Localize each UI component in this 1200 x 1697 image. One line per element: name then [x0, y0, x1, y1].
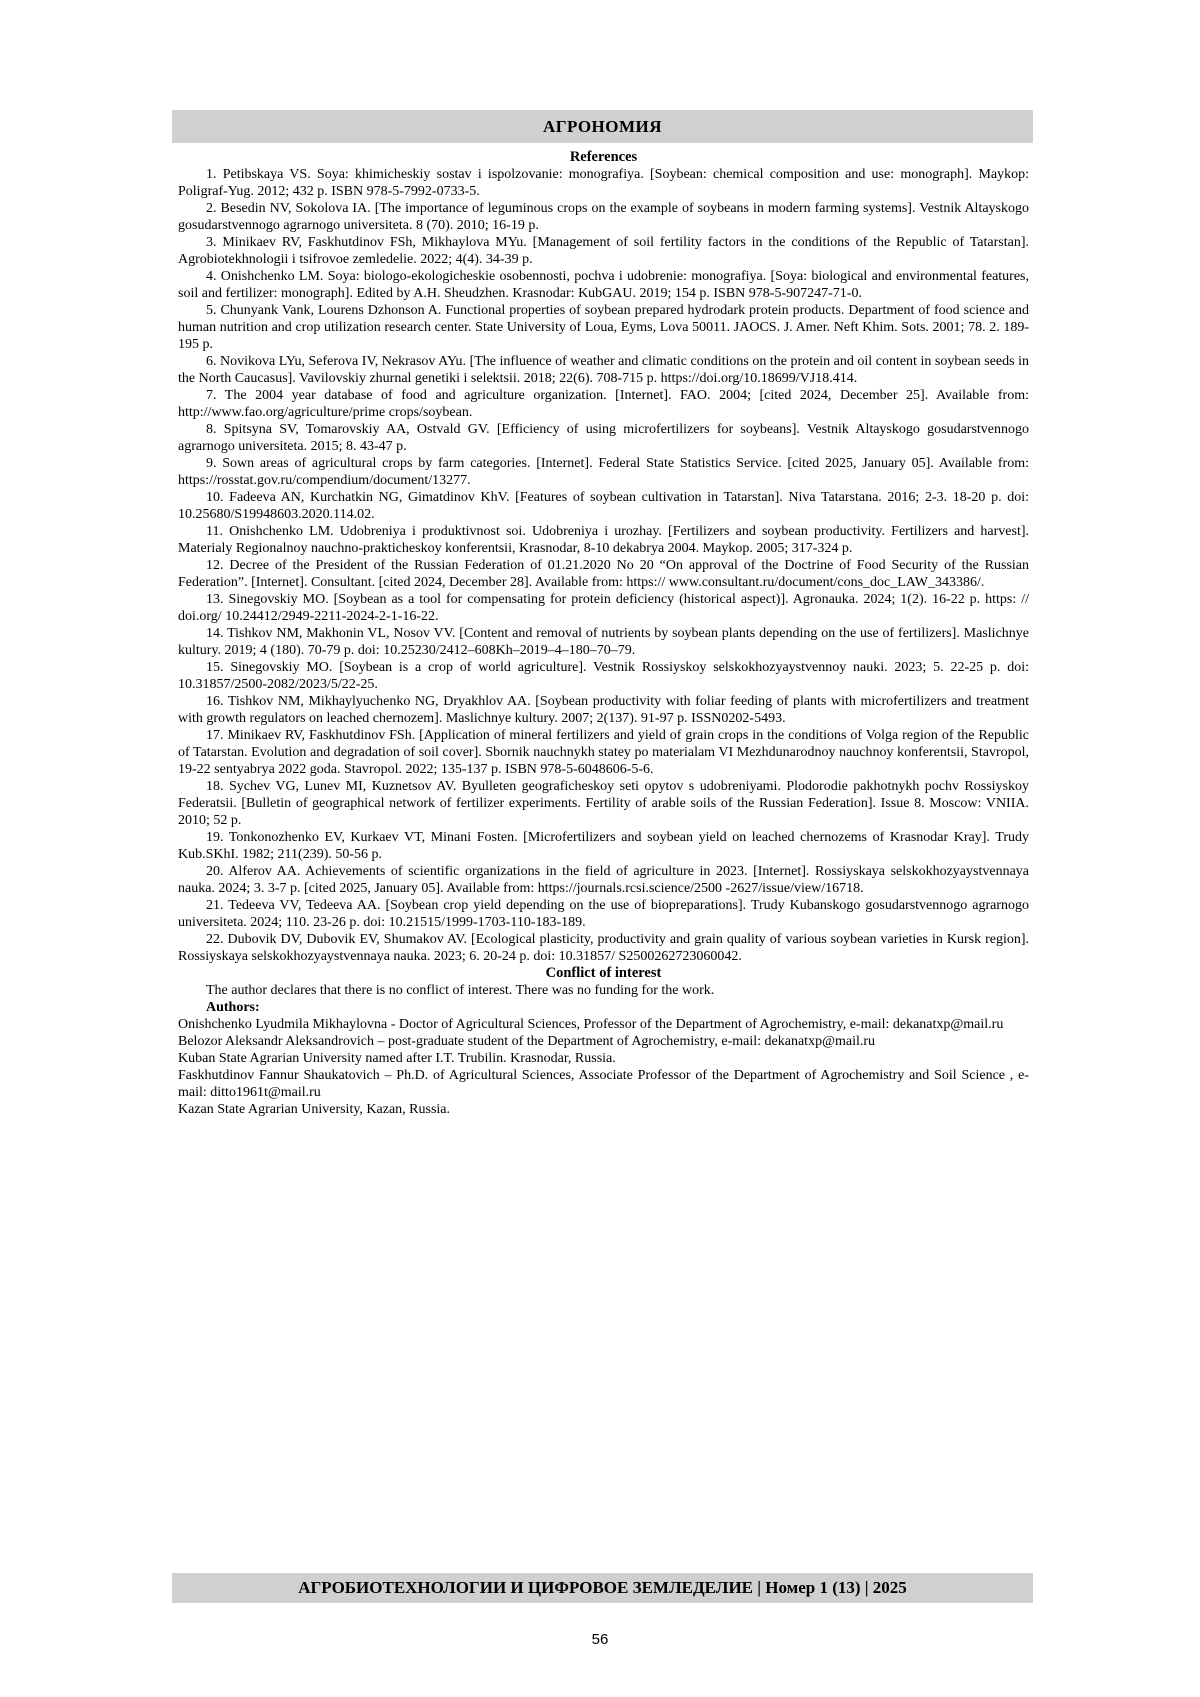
reference-number: 8. — [206, 422, 217, 437]
reference-number: 4. — [206, 269, 217, 284]
authors-label: Authors: — [206, 1000, 260, 1015]
reference-number: 10. — [206, 490, 224, 505]
reference-number: 3. — [206, 235, 217, 250]
reference-item — [178, 727, 1029, 778]
author-line: Faskhutdinov Fannur Shaukatovich – Ph.D. of Agricultural Sciences, Associate Professor of the Department of Agrochemistry and Soil Science , e-mail: ditto1961t@mail.ru — [178, 1068, 1029, 1100]
reference-item — [178, 268, 1029, 302]
reference-number: 15. — [206, 660, 224, 675]
reference-list — [178, 166, 1029, 965]
reference-number: 13. — [206, 592, 224, 607]
reference-text: Spitsyna SV, Tomarovskiy AA, Ostvald GV. [Efficiency of using microfertilizers for soybeans]. Vestnik Altayskogo gosudarstvennogo agrarnogo universiteta. 2015; 8. 43-47 p. — [178, 422, 1030, 454]
conflict-statement: The author declares that there is no conflict of interest. There was no funding for the work. — [206, 983, 715, 998]
reference-number: 12. — [206, 558, 224, 573]
reference-number: 22. — [206, 932, 224, 947]
reference-item — [178, 489, 1029, 523]
reference-number: 21. — [206, 898, 224, 913]
reference-text: Tedeeva VV, Tedeeva AA. [Soybean crop yield depending on the use of biopreparations]. Trudy Kubanskogo gosudarstvennogo agrarnogo universiteta. 2024; 110. 23-26 p. doi: 10.21515/1999-1703-110-183-189. — [178, 898, 1029, 930]
reference-text: The 2004 year database of food and agriculture organization. [Internet]. FAO. 2004; [cited 2024, December 25]. Available from: http://www.fao.org/agriculture/prime crops/soybean. — [178, 388, 1029, 420]
reference-number: 14. — [206, 626, 224, 641]
conflict-title: Conflict of interest — [545, 965, 662, 981]
reference-text: Minikaev RV, Faskhutdinov FSh. [Application of mineral fertilizers and yield of grain crops in the conditions of Volga region of the Republic of Tatarstan. Evolution and degradation of soil cover]. Sbornik nauchnykh statey po materialam VI Mezhdunarodnoy nauchnoy konferentsii, Stavropol, 19-22 sentyabrya 2022 goda. Stavropol. 2022; 135-137 p. ISBN 978-5-6048606-5-6. — [178, 728, 1029, 777]
reference-item — [178, 659, 1029, 693]
reference-text: Chunyank Vank, Lourens Dzhonson A. Functional properties of soybean prepared hydrodark protein products. Department of food science and human nutrition and crop utilization research center. State University of Loua, Eyms, Lova 50011. JAOCS. J. Amer. Neft Khim. Sots. 2001; 78. 2. 189-195 p. — [178, 303, 1029, 352]
reference-text: Petibskaya VS. Soya: khimicheskiy sostav i ispolzovanie: monografiya. [Soybean: chemical composition and use: monograph]. Maykop: Poligraf-Yug. 2012; 432 p. ISBN 978-5-7992-0733-5. — [178, 167, 1029, 199]
reference-item — [178, 693, 1029, 727]
section-header: АГРОНОМИЯ — [172, 110, 1033, 143]
reference-number: 17. — [206, 728, 224, 743]
reference-number: 18. — [206, 779, 224, 794]
reference-text: Sown areas of agricultural crops by farm categories. [Internet]. Federal State Statistics Service. [cited 2025, January 05]. Available from: https://rosstat.gov.ru/compendium/document/13277. — [178, 456, 1029, 488]
reference-text: Sinegovskiy MO. [Soybean as a tool for compensating for protein deficiency (historical aspect)]. Agronauka. 2024; 1(2). 16-22 p. https: // doi.org/ 10.24412/2949-2211-2024-2-1-16-22. — [178, 592, 1029, 624]
reference-text: Alferov AA. Achievements of scientific organizations in the field of agriculture in 2023. [Internet]. Rossiyskaya selskokhozyaystvennaya nauka. 2024; 3. 3-7 p. [cited 2025, January 05]. Available from: https://journals.rcsi.science/2500 -2627/issue/view/16718. — [178, 864, 1029, 896]
reference-text: Sychev VG, Lunev MI, Kuznetsov AV. Byulleten geograficheskoy seti opytov s udobreniyami. Plodorodie pakhotnykh pochv Rossiyskoy Federatsii. [Bulletin of geographical network of fertilizer experiments. Fertility of arable soils of the Russian Federation]. Issue 8. Moscow: VNIIA. 2010; 52 p. — [178, 779, 1030, 828]
reference-number: 1. — [206, 167, 217, 182]
reference-text: Fadeeva AN, Kurchatkin NG, Gimatdinov KhV. [Features of soybean cultivation in Tatarstan]. Niva Tatarstana. 2016; 2-3. 18-20 p. doi: 10.25680/S19948603.2020.114.02. — [178, 490, 1030, 522]
reference-text: Tishkov NM, Makhonin VL, Nosov VV. [Content and removal of nutrients by soybean plants depending on the use of fertilizers]. Maslichnye kultury. 2019; 4 (180). 70-79 p. doi: 10.25230/2412–608Kh–2019–4–180–70–79. — [178, 626, 1030, 658]
reference-text: Minikaev RV, Faskhutdinov FSh, Mikhaylova MYu. [Management of soil fertility factors in the conditions of the Republic of Tatarstan]. Agrobiotekhnologii i tsifrovoe zemledelie. 2022; 4(4). 34-39 p. — [178, 235, 1029, 267]
reference-text: Tonkonozhenko EV, Kurkaev VT, Minani Fosten. [Microfertilizers and soybean yield on leached chernozems of Krasnodar Kray]. Trudy Kub.SKhI. 1982; 211(239). 50-56 p. — [178, 830, 1029, 862]
reference-item — [178, 353, 1029, 387]
reference-item — [178, 829, 1029, 863]
reference-number: 6. — [206, 354, 217, 369]
reference-number: 5. — [206, 303, 217, 318]
reference-text: Onishchenko LM. Udobreniya i produktivnost soi. Udobreniya i urozhay. [Fertilizers and soybean productivity. Fertilizers and harvest]. Materialy Regionalnoy nauchno-prakticheskoy konferentsii, Krasnodar, 8-10 dekabrya 2004. Maykop. 2005; 317-324 p. — [178, 524, 1030, 556]
author-list — [178, 1016, 1029, 1118]
reference-item — [178, 931, 1029, 965]
reference-number: 2. — [206, 201, 217, 216]
reference-item — [178, 591, 1029, 625]
page-number: 56 — [591, 1631, 609, 1648]
reference-number: 19. — [206, 830, 224, 845]
author-line: Kazan State Agrarian University, Kazan, Russia. — [178, 1102, 451, 1117]
reference-item — [178, 625, 1029, 659]
reference-item — [178, 863, 1029, 897]
references-title: References — [569, 149, 638, 165]
reference-text: Novikova LYu, Seferova IV, Nekrasov AYu. [The influence of weather and climatic conditions on the protein and oil content in soybean seeds in the North Caucasus]. Vavilovskiy zhurnal genetiki i selektsii. 2018; 22(6). 708-715 p. https://doi.org/10.18699/VJ18.414. — [178, 354, 1030, 386]
reference-item — [178, 387, 1029, 421]
reference-item — [178, 421, 1029, 455]
reference-item — [178, 455, 1029, 489]
reference-number: 16. — [206, 694, 224, 709]
reference-text: Dubovik DV, Dubovik EV, Shumakov AV. [Ecological plasticity, productivity and grain quality of various soybean varieties in Kursk region]. Rossiyskaya selskokhozyaystvennaya nauka. 2023; 6. 20-24 p. doi: 10.31857/ S2500262723060042. — [178, 932, 1030, 964]
reference-text: Tishkov NM, Mikhaylyuchenko NG, Dryakhlov AA. [Soybean productivity with foliar feeding of plants with microfertilizers and treatment with growth regulators on leached chernozem]. Maslichnye kultury. 2007; 2(137). 91-97 p. ISSN0202-5493. — [178, 694, 1029, 726]
reference-text: Besedin NV, Sokolova IA. [The importance of leguminous crops on the example of soybeans in modern farming systems]. Vestnik Altayskogo gosudarstvennogo agrarnogo universiteta. 8 (70). 2010; 16-19 p. — [178, 201, 1029, 233]
article-body — [178, 149, 1029, 1118]
reference-number: 20. — [206, 864, 224, 879]
journal-footer: АГРОБИОТЕХНОЛОГИИ И ЦИФРОВОЕ ЗЕМЛЕДЕЛИЕ | Номер 1 (13) | 2025 — [172, 1573, 1033, 1603]
reference-item — [178, 778, 1029, 829]
reference-item — [178, 897, 1029, 931]
reference-number: 11. — [206, 524, 223, 539]
reference-item — [178, 302, 1029, 353]
reference-number: 7. — [206, 388, 217, 403]
reference-text: Onishchenko LM. Soya: biologo-ekologicheskie osobennosti, pochva i udobrenie: monografiya. [Soya: biological and environmental features, soil and fertilizer: monograph]. Edited by A.H. Sheudzhen. Krasnodar: KubGAU. 2019; 154 p. ISBN 978-5-907247-71-0. — [178, 269, 1029, 301]
reference-item — [178, 166, 1029, 200]
reference-item — [178, 557, 1029, 591]
author-line: Onishchenko Lyudmila Mikhaylovna - Doctor of Agricultural Sciences, Professor of the Department of Agrochemistry, e-mail: dekanatxp@mail.ru — [178, 1017, 1004, 1032]
reference-text: Decree of the President of the Russian Federation of 01.21.2020 No 20 “On approval of the Doctrine of Food Security of the Russian Federation”. [Internet]. Consultant. [cited 2024, December 28]. Available from: https:// www.consultant.ru/document/cons_doc_LAW_343386/. — [178, 558, 1030, 590]
reference-number: 9. — [206, 456, 217, 471]
reference-item — [178, 523, 1029, 557]
reference-item — [178, 200, 1029, 234]
author-line: Kuban State Agrarian University named after I.T. Trubilin. Krasnodar, Russia. — [178, 1051, 616, 1066]
reference-text: Sinegovskiy MO. [Soybean is a crop of world agriculture]. Vestnik Rossiyskoy selskokhozyaystvennoy nauki. 2023; 5. 22-25 p. doi: 10.31857/2500-2082/2023/5/22-25. — [178, 660, 1029, 692]
reference-item — [178, 234, 1029, 268]
author-line: Belozor Aleksandr Aleksandrovich – post-graduate student of the Department of Agrochemistry, e-mail: dekanatxp@mail.ru — [178, 1034, 876, 1049]
